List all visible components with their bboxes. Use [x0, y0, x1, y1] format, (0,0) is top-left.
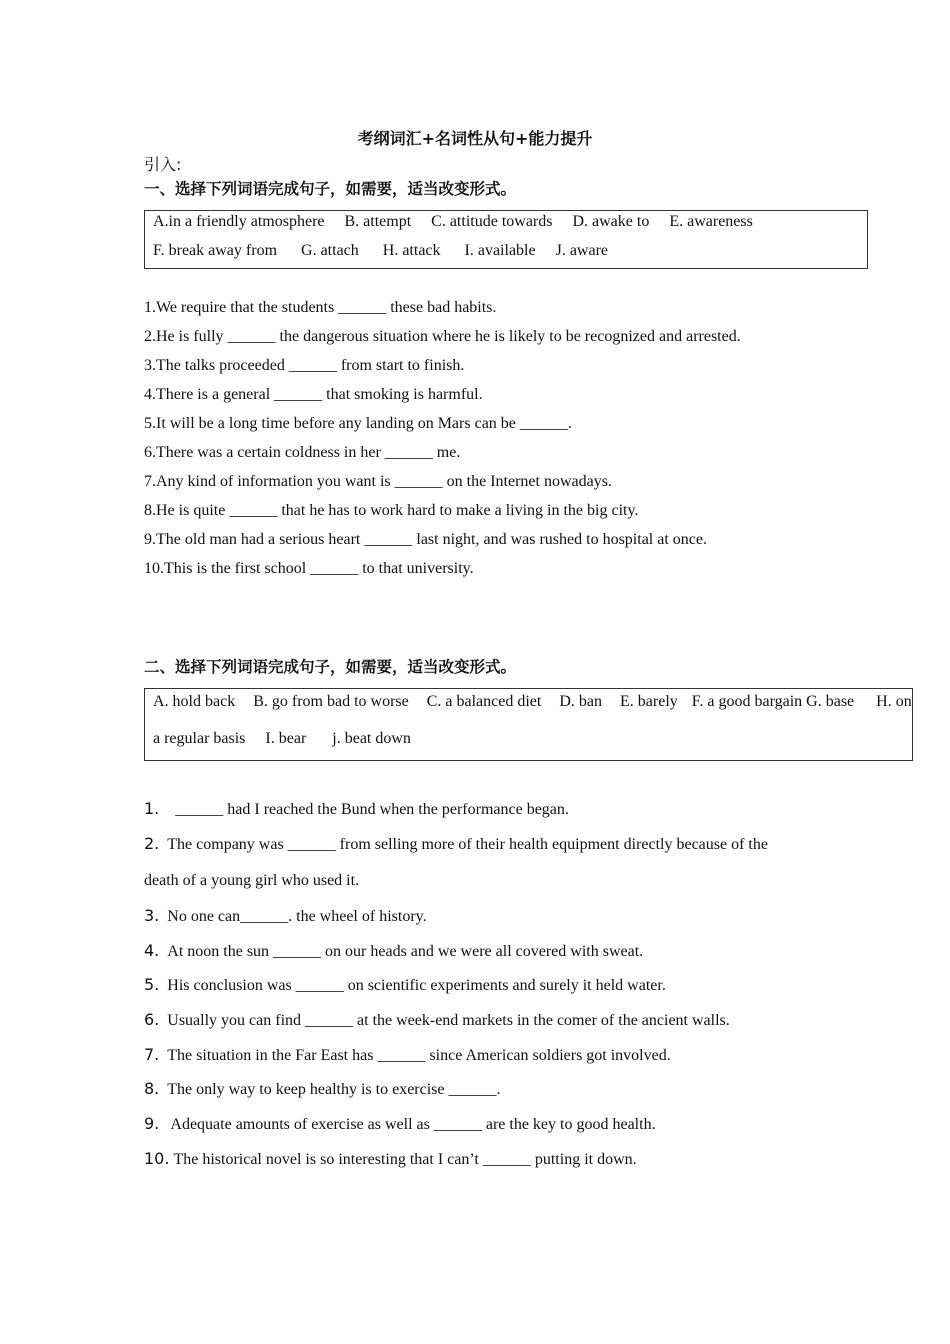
section2-question [144, 1010, 730, 1030]
section2-heading: 二、选择下列词语完成句子，如需要，适当改变形式。 [144, 658, 517, 676]
word-option: a regular basis [153, 730, 246, 747]
section2-question [144, 941, 643, 961]
section1-words-line1 [153, 213, 769, 231]
section2-question [144, 834, 768, 854]
question-number: 6. [144, 1010, 160, 1029]
question-number: 1. [144, 799, 160, 818]
section2-question [144, 799, 569, 819]
word-option: I. bear [265, 730, 307, 747]
question-text: Adequate amounts of exercise as well as ______ are the key to good health. [167, 1116, 656, 1133]
word-option: D. ban [559, 693, 603, 710]
word-option: H. attack [382, 242, 441, 259]
question-number: 2. [144, 834, 160, 853]
question-number: 4. [144, 941, 160, 960]
intro-label: 引入: [144, 155, 182, 174]
word-option: C. a balanced diet [426, 693, 542, 710]
question-text: At noon the sun ______ on our heads and we were all covered with sweat. [167, 943, 644, 960]
word-option: E. barely [620, 693, 678, 710]
word-option: D. awake to [572, 213, 650, 230]
section1-question: 8.He is quite ______ that he has to work hard to make a living in the big city. [144, 502, 639, 519]
section2-question [144, 975, 666, 995]
section2-question [144, 906, 427, 926]
section1-question: 10.This is the first school ______ to that university. [144, 560, 474, 577]
word-option: F. break away from [153, 242, 278, 259]
section1-heading: 一、选择下列词语完成句子，如需要，适当改变形式。 [144, 180, 517, 198]
question-text: ______ had I reached the Bund when the performance began. [167, 801, 569, 818]
question-number: 3. [144, 906, 160, 925]
section2-question [144, 1045, 671, 1065]
word-option: I. available [464, 242, 536, 259]
section1-question: 5.It will be a long time before any landing on Mars can be ______. [144, 415, 572, 432]
word-option: J. aware [555, 242, 609, 259]
word-option: F. a good bargain [691, 693, 803, 710]
section2-word-box [144, 688, 913, 761]
section1-words-line2 [153, 242, 624, 260]
word-option: H. on [876, 693, 912, 710]
page-title: 考纲词汇+名词性从句+能力提升 [357, 129, 593, 148]
word-option: A. hold back [153, 693, 236, 710]
word-option: G. attach [301, 242, 359, 259]
question-text: The company was ______ from selling more of their health equipment directly because of the [167, 836, 768, 853]
word-option: j. beat down [332, 730, 411, 747]
section1-question: 1.We require that the students ______ these bad habits. [144, 299, 497, 316]
word-option: E. awareness [669, 213, 753, 230]
question-text: The situation in the Far East has ______ since American soldiers got involved. [167, 1047, 671, 1064]
section2-words-line1 [153, 693, 912, 711]
section1-question: 4.There is a general ______ that smoking is harmful. [144, 386, 483, 403]
section1-question: 9.The old man had a serious heart ______ last night, and was rushed to hospital at once. [144, 531, 707, 548]
section1-word-box [144, 210, 868, 269]
question-number: 9. [144, 1114, 160, 1133]
section1-question: 3.The talks proceeded ______ from start to finish. [144, 357, 465, 374]
section2-words-line2 [153, 730, 427, 748]
word-option: G. base [806, 693, 855, 710]
question-text: His conclusion was ______ on scientific experiments and surely it held water. [167, 977, 666, 994]
section2-question [144, 1079, 501, 1099]
section2-question-continuation [144, 872, 359, 890]
word-option: B. attempt [344, 213, 412, 230]
word-option: C. attitude towards [431, 213, 553, 230]
section1-question: 2.He is fully ______ the dangerous situation where he is likely to be recognized and arrested. [144, 328, 741, 345]
word-option: B. go from bad to worse [253, 693, 409, 710]
section2-question [144, 1149, 637, 1169]
word-option: A.in a friendly atmosphere [153, 213, 325, 230]
question-text: Usually you can find ______ at the week-end markets in the comer of the ancient walls. [167, 1012, 730, 1029]
question-text: The historical novel is so interesting that I can’t ______ putting it down. [173, 1151, 637, 1168]
question-number: 7. [144, 1045, 160, 1064]
section2-question [144, 1114, 656, 1134]
question-number: 8. [144, 1079, 160, 1098]
question-number: 10. [144, 1149, 170, 1168]
question-text: No one can______. the wheel of history. [167, 908, 427, 925]
section1-question: 7.Any kind of information you want is ______ on the Internet nowadays. [144, 473, 612, 490]
question-text: The only way to keep healthy is to exercise ______. [167, 1081, 501, 1098]
section1-question: 6.There was a certain coldness in her ______ me. [144, 444, 461, 461]
question-number: 5. [144, 975, 160, 994]
question-text: death of a young girl who used it. [144, 872, 360, 889]
